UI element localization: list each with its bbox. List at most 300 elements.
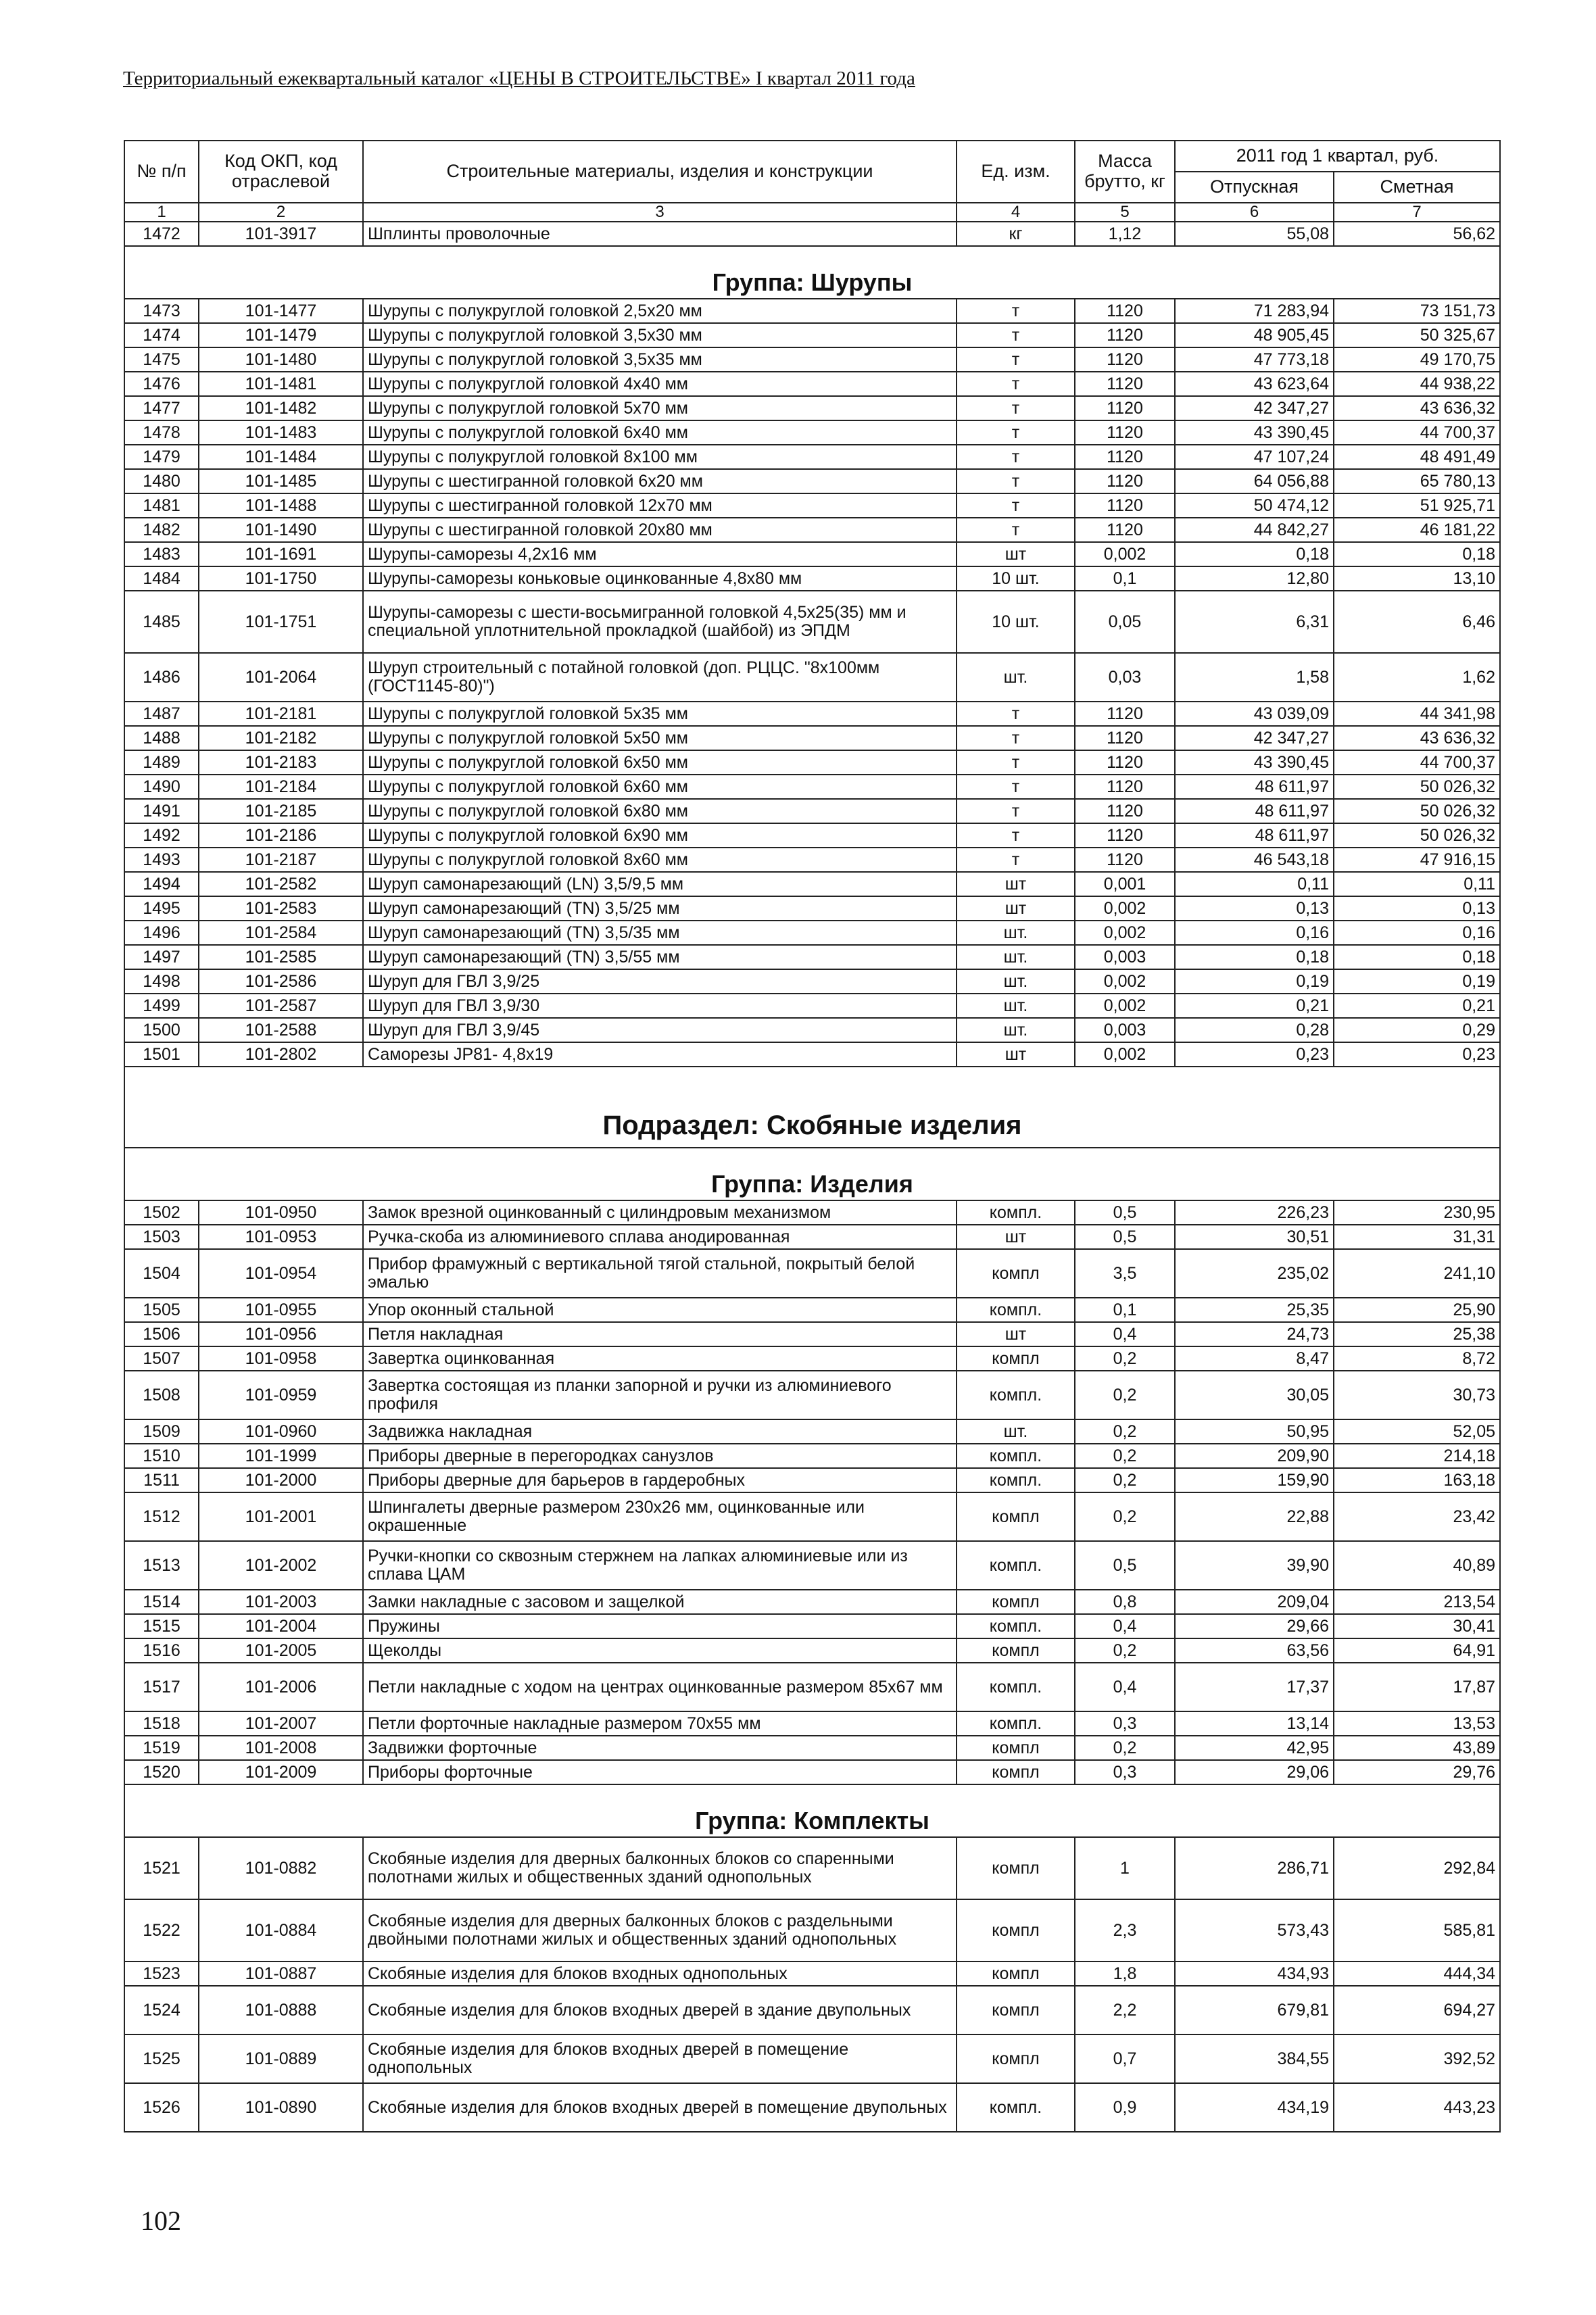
table-row (124, 921, 1500, 945)
gross-mass: 1120 (1075, 493, 1175, 518)
item-name: Замок врезной оцинкованный с цилиндровым механизмом (363, 1200, 957, 1225)
unit-of-measure: компл. (957, 1663, 1075, 1711)
okp-code: 101-2185 (199, 799, 363, 823)
table-row (124, 799, 1500, 823)
estimate-price: 47 916,15 (1334, 848, 1500, 872)
estimate-price: 73 151,73 (1334, 299, 1500, 323)
item-name: Ручки-кнопки со сквозным стержнем на лапках алюминиевые или из сплава ЦАМ (363, 1541, 957, 1590)
gross-mass: 0,3 (1075, 1711, 1175, 1736)
item-number: 1505 (124, 1298, 199, 1322)
column-number: 4 (957, 203, 1075, 222)
release-price: 48 611,97 (1175, 775, 1334, 799)
release-price: 0,13 (1175, 896, 1334, 921)
table-row (124, 1711, 1500, 1736)
unit-of-measure: шт. (957, 1419, 1075, 1444)
release-price: 12,80 (1175, 566, 1334, 591)
item-number: 1482 (124, 518, 199, 542)
release-price: 42 347,27 (1175, 726, 1334, 750)
header-code: Код ОКП, код отраслевой (199, 141, 363, 203)
estimate-price: 13,53 (1334, 1711, 1500, 1736)
release-price: 0,28 (1175, 1018, 1334, 1042)
column-number: 7 (1334, 203, 1500, 222)
item-name: Саморезы JP81- 4,8х19 (363, 1042, 957, 1067)
estimate-price: 44 938,22 (1334, 372, 1500, 396)
table-row (124, 1468, 1500, 1492)
release-price: 24,73 (1175, 1322, 1334, 1346)
item-number: 1492 (124, 823, 199, 848)
estimate-price: 65 780,13 (1334, 469, 1500, 493)
estimate-price: 0,21 (1334, 994, 1500, 1018)
item-number: 1503 (124, 1225, 199, 1249)
estimate-price: 52,05 (1334, 1419, 1500, 1444)
release-price: 0,21 (1175, 994, 1334, 1018)
release-price: 63,56 (1175, 1638, 1334, 1663)
table-row (124, 1225, 1500, 1249)
estimate-price: 444,34 (1334, 1961, 1500, 1986)
estimate-price: 44 700,37 (1334, 750, 1500, 775)
release-price: 286,71 (1175, 1837, 1334, 1899)
gross-mass: 1120 (1075, 420, 1175, 445)
item-number: 1513 (124, 1541, 199, 1590)
gross-mass: 0,5 (1075, 1200, 1175, 1225)
unit-of-measure: т (957, 799, 1075, 823)
gross-mass: 0,002 (1075, 542, 1175, 566)
okp-code: 101-0950 (199, 1200, 363, 1225)
estimate-price: 213,54 (1334, 1590, 1500, 1614)
unit-of-measure: компл. (957, 1371, 1075, 1419)
release-price: 159,90 (1175, 1468, 1334, 1492)
gross-mass: 2,3 (1075, 1899, 1175, 1961)
release-price: 43 039,09 (1175, 702, 1334, 726)
unit-of-measure: компл (957, 2034, 1075, 2083)
unit-of-measure: компл (957, 1346, 1075, 1371)
okp-code: 101-1485 (199, 469, 363, 493)
okp-code: 101-1490 (199, 518, 363, 542)
unit-of-measure: т (957, 518, 1075, 542)
gross-mass: 1120 (1075, 799, 1175, 823)
gross-mass: 0,2 (1075, 1638, 1175, 1663)
release-price: 384,55 (1175, 2034, 1334, 2083)
unit-of-measure: шт (957, 872, 1075, 896)
release-price: 42 347,27 (1175, 396, 1334, 420)
item-name: Шурупы с полукруглой головкой 3,5х30 мм (363, 323, 957, 347)
gross-mass: 1120 (1075, 848, 1175, 872)
item-name: Шурупы с шестигранной головкой 12х70 мм (363, 493, 957, 518)
gross-mass: 1120 (1075, 372, 1175, 396)
unit-of-measure: т (957, 702, 1075, 726)
item-number: 1518 (124, 1711, 199, 1736)
okp-code: 101-1691 (199, 542, 363, 566)
item-name: Шурупы с полукруглой головкой 6х40 мм (363, 420, 957, 445)
table-row (124, 1736, 1500, 1760)
item-number: 1487 (124, 702, 199, 726)
release-price: 42,95 (1175, 1736, 1334, 1760)
table-row (124, 222, 1500, 246)
unit-of-measure: компл (957, 1837, 1075, 1899)
item-name: Шуруп самонарезающий (TN) 3,5/55 мм (363, 945, 957, 969)
okp-code: 101-1481 (199, 372, 363, 396)
estimate-price: 50 026,32 (1334, 799, 1500, 823)
column-number: 6 (1175, 203, 1334, 222)
item-name: Шурупы с полукруглой головкой 6х50 мм (363, 750, 957, 775)
item-number: 1494 (124, 872, 199, 896)
estimate-price: 56,62 (1334, 222, 1500, 246)
unit-of-measure: компл (957, 1638, 1075, 1663)
release-price: 43 390,45 (1175, 420, 1334, 445)
item-name: Петли форточные накладные размером 70х55 мм (363, 1711, 957, 1736)
table-row (124, 566, 1500, 591)
unit-of-measure: шт. (957, 969, 1075, 994)
header-estimate-price: Сметная (1334, 172, 1500, 203)
okp-code: 101-1488 (199, 493, 363, 518)
table-row (124, 1638, 1500, 1663)
release-price: 47 773,18 (1175, 347, 1334, 372)
item-number: 1526 (124, 2083, 199, 2132)
header-release-price: Отпускная (1175, 172, 1334, 203)
column-number: 3 (363, 203, 957, 222)
gross-mass: 1120 (1075, 518, 1175, 542)
table-row (124, 1899, 1500, 1961)
gross-mass: 0,2 (1075, 1492, 1175, 1541)
item-name: Шуруп самонарезающий (LN) 3,5/9,5 мм (363, 872, 957, 896)
estimate-price: 30,73 (1334, 1371, 1500, 1419)
estimate-price: 64,91 (1334, 1638, 1500, 1663)
unit-of-measure: компл. (957, 1444, 1075, 1468)
estimate-price: 8,72 (1334, 1346, 1500, 1371)
gross-mass: 1120 (1075, 750, 1175, 775)
okp-code: 101-2006 (199, 1663, 363, 1711)
item-name: Скобяные изделия для дверных балконных блоков со спаренными полотнами жилых и общественных зданий однопольных (363, 1837, 957, 1899)
okp-code: 101-0889 (199, 2034, 363, 2083)
item-name: Ручка-скоба из алюминиевого сплава анодированная (363, 1225, 957, 1249)
table-header (124, 141, 1500, 222)
item-name: Шурупы с полукруглой головкой 6х80 мм (363, 799, 957, 823)
table-row (124, 1322, 1500, 1346)
gross-mass: 0,003 (1075, 945, 1175, 969)
release-price: 573,43 (1175, 1899, 1334, 1961)
gross-mass: 0,1 (1075, 1298, 1175, 1322)
item-number: 1515 (124, 1614, 199, 1638)
table-row (124, 518, 1500, 542)
item-number: 1491 (124, 799, 199, 823)
unit-of-measure: компл (957, 1961, 1075, 1986)
estimate-price: 13,10 (1334, 566, 1500, 591)
release-price: 0,16 (1175, 921, 1334, 945)
estimate-price: 43,89 (1334, 1736, 1500, 1760)
item-name: Шуруп строительный с потайной головкой (доп. РЦЦС. "8х100мм (ГОСТ1145-80)") (363, 653, 957, 702)
table-row (124, 994, 1500, 1018)
gross-mass: 1120 (1075, 299, 1175, 323)
estimate-price: 0,19 (1334, 969, 1500, 994)
unit-of-measure: компл (957, 1760, 1075, 1784)
table-row (124, 1298, 1500, 1322)
item-number: 1481 (124, 493, 199, 518)
okp-code: 101-2007 (199, 1711, 363, 1736)
release-price: 1,58 (1175, 653, 1334, 702)
item-number: 1502 (124, 1200, 199, 1225)
unit-of-measure: т (957, 445, 1075, 469)
gross-mass: 0,003 (1075, 1018, 1175, 1042)
release-price: 235,02 (1175, 1249, 1334, 1298)
table-row (124, 1249, 1500, 1298)
estimate-price: 50 325,67 (1334, 323, 1500, 347)
item-name: Шпингалеты дверные размером 230х26 мм, оцинкованные или окрашенные (363, 1492, 957, 1541)
unit-of-measure: компл (957, 1492, 1075, 1541)
estimate-price: 214,18 (1334, 1444, 1500, 1468)
gross-mass: 0,05 (1075, 591, 1175, 653)
item-number: 1499 (124, 994, 199, 1018)
item-name: Шуруп для ГВЛ 3,9/45 (363, 1018, 957, 1042)
item-name: Шурупы с шестигранной головкой 20х80 мм (363, 518, 957, 542)
item-name: Шурупы с шестигранной головкой 6х20 мм (363, 469, 957, 493)
gross-mass: 0,4 (1075, 1322, 1175, 1346)
release-price: 8,47 (1175, 1346, 1334, 1371)
item-name: Петля накладная (363, 1322, 957, 1346)
estimate-price: 443,23 (1334, 2083, 1500, 2132)
item-name: Скобяные изделия для блоков входных дверей в здание двупольных (363, 1986, 957, 2034)
estimate-price: 392,52 (1334, 2034, 1500, 2083)
estimate-price: 30,41 (1334, 1614, 1500, 1638)
estimate-price: 230,95 (1334, 1200, 1500, 1225)
gross-mass: 0,4 (1075, 1614, 1175, 1638)
okp-code: 101-2584 (199, 921, 363, 945)
okp-code: 101-2184 (199, 775, 363, 799)
item-name: Шуруп самонарезающий (TN) 3,5/35 мм (363, 921, 957, 945)
item-name: Шурупы с полукруглой головкой 6х90 мм (363, 823, 957, 848)
table-row (124, 726, 1500, 750)
estimate-price: 31,31 (1334, 1225, 1500, 1249)
item-name: Шурупы с полукруглой головкой 4х40 мм (363, 372, 957, 396)
unit-of-measure: компл (957, 1249, 1075, 1298)
gross-mass: 0,2 (1075, 1444, 1175, 1468)
estimate-price: 241,10 (1334, 1249, 1500, 1298)
unit-of-measure: компл. (957, 1468, 1075, 1492)
estimate-price: 0,13 (1334, 896, 1500, 921)
table-row (124, 1590, 1500, 1614)
unit-of-measure: шт. (957, 994, 1075, 1018)
release-price: 25,35 (1175, 1298, 1334, 1322)
okp-code: 101-1482 (199, 396, 363, 420)
okp-code: 101-2585 (199, 945, 363, 969)
okp-code: 101-2182 (199, 726, 363, 750)
column-number: 5 (1075, 203, 1175, 222)
item-number: 1501 (124, 1042, 199, 1067)
item-number: 1479 (124, 445, 199, 469)
release-price: 47 107,24 (1175, 445, 1334, 469)
gross-mass: 1,8 (1075, 1961, 1175, 1986)
estimate-price: 6,46 (1334, 591, 1500, 653)
okp-code: 101-1479 (199, 323, 363, 347)
item-number: 1475 (124, 347, 199, 372)
okp-code: 101-2183 (199, 750, 363, 775)
unit-of-measure: т (957, 750, 1075, 775)
item-name: Скобяные изделия для блоков входных дверей в помещение двупольных (363, 2083, 957, 2132)
okp-code: 101-2586 (199, 969, 363, 994)
gross-mass: 1120 (1075, 726, 1175, 750)
release-price: 22,88 (1175, 1492, 1334, 1541)
gross-mass: 0,7 (1075, 2034, 1175, 2083)
gross-mass: 0,002 (1075, 896, 1175, 921)
estimate-price: 694,27 (1334, 1986, 1500, 2034)
item-name: Шурупы с полукруглой головкой 5х70 мм (363, 396, 957, 420)
okp-code: 101-0890 (199, 2083, 363, 2132)
unit-of-measure: т (957, 726, 1075, 750)
gross-mass: 0,2 (1075, 1346, 1175, 1371)
release-price: 0,19 (1175, 969, 1334, 994)
okp-code: 101-2186 (199, 823, 363, 848)
group-row (124, 1148, 1500, 1200)
table-row (124, 591, 1500, 653)
release-price: 43 623,64 (1175, 372, 1334, 396)
okp-code: 101-0956 (199, 1322, 363, 1346)
estimate-price: 48 491,49 (1334, 445, 1500, 469)
item-name: Пружины (363, 1614, 957, 1638)
gross-mass: 1120 (1075, 775, 1175, 799)
item-number: 1498 (124, 969, 199, 994)
release-price: 17,37 (1175, 1663, 1334, 1711)
okp-code: 101-1999 (199, 1444, 363, 1468)
table-row (124, 1444, 1500, 1468)
item-number: 1512 (124, 1492, 199, 1541)
item-name: Шуруп самонарезающий (TN) 3,5/25 мм (363, 896, 957, 921)
gross-mass: 0,2 (1075, 1736, 1175, 1760)
table-row (124, 1760, 1500, 1784)
item-name: Задвижка накладная (363, 1419, 957, 1444)
table-row (124, 1200, 1500, 1225)
release-price: 48 905,45 (1175, 323, 1334, 347)
estimate-price: 1,62 (1334, 653, 1500, 702)
release-price: 46 543,18 (1175, 848, 1334, 872)
item-number: 1504 (124, 1249, 199, 1298)
okp-code: 101-2587 (199, 994, 363, 1018)
column-number: 1 (124, 203, 199, 222)
table-row (124, 1419, 1500, 1444)
release-price: 48 611,97 (1175, 823, 1334, 848)
okp-code: 101-0884 (199, 1899, 363, 1961)
estimate-price: 25,38 (1334, 1322, 1500, 1346)
item-number: 1510 (124, 1444, 199, 1468)
table-row (124, 1371, 1500, 1419)
unit-of-measure: шт (957, 542, 1075, 566)
estimate-price: 163,18 (1334, 1468, 1500, 1492)
unit-of-measure: 10 шт. (957, 566, 1075, 591)
table-body (124, 222, 1500, 2132)
release-price: 30,05 (1175, 1371, 1334, 1419)
item-name: Скобяные изделия для дверных балконных блоков с раздельными двойными полотнами жилых и общественных зданий однопольных (363, 1899, 957, 1961)
okp-code: 101-0882 (199, 1837, 363, 1899)
item-name: Петли накладные с ходом на центрах оцинкованные размером 85х67 мм (363, 1663, 957, 1711)
item-number: 1493 (124, 848, 199, 872)
unit-of-measure: компл. (957, 1614, 1075, 1638)
release-price: 55,08 (1175, 222, 1334, 246)
estimate-price: 0,11 (1334, 872, 1500, 896)
unit-of-measure: компл (957, 1899, 1075, 1961)
table-row (124, 1018, 1500, 1042)
table-row (124, 493, 1500, 518)
okp-code: 101-2004 (199, 1614, 363, 1638)
okp-code: 101-1751 (199, 591, 363, 653)
table-row (124, 1837, 1500, 1899)
okp-code: 101-2181 (199, 702, 363, 726)
item-name: Шуруп для ГВЛ 3,9/25 (363, 969, 957, 994)
item-number: 1509 (124, 1419, 199, 1444)
table-row (124, 969, 1500, 994)
gross-mass: 1120 (1075, 469, 1175, 493)
unit-of-measure: компл (957, 1986, 1075, 2034)
okp-code: 101-2008 (199, 1736, 363, 1760)
item-number: 1523 (124, 1961, 199, 1986)
release-price: 64 056,88 (1175, 469, 1334, 493)
column-number: 2 (199, 203, 363, 222)
okp-code: 101-1483 (199, 420, 363, 445)
item-name: Шурупы с полукруглой головкой 8х60 мм (363, 848, 957, 872)
item-number: 1517 (124, 1663, 199, 1711)
unit-of-measure: компл. (957, 1200, 1075, 1225)
okp-code: 101-1480 (199, 347, 363, 372)
release-price: 43 390,45 (1175, 750, 1334, 775)
gross-mass: 0,5 (1075, 1541, 1175, 1590)
item-name: Щеколды (363, 1638, 957, 1663)
gross-mass: 0,8 (1075, 1590, 1175, 1614)
gross-mass: 1120 (1075, 823, 1175, 848)
estimate-price: 29,76 (1334, 1760, 1500, 1784)
item-name: Прибор фрамужный с вертикальной тягой стальной, покрытый белой эмалью (363, 1249, 957, 1298)
item-number: 1506 (124, 1322, 199, 1346)
release-price: 48 611,97 (1175, 799, 1334, 823)
unit-of-measure: компл (957, 1736, 1075, 1760)
page-number: 102 (141, 2206, 181, 2236)
header-price-group: 2011 год 1 квартал, руб. (1175, 141, 1500, 172)
item-name: Завертка оцинкованная (363, 1346, 957, 1371)
subsection-row (124, 1067, 1500, 1148)
item-number: 1472 (124, 222, 199, 246)
release-price: 209,90 (1175, 1444, 1334, 1468)
release-price: 679,81 (1175, 1986, 1334, 2034)
okp-code: 101-0955 (199, 1298, 363, 1322)
item-name: Приборы дверные для барьеров в гардеробных (363, 1468, 957, 1492)
release-price: 0,11 (1175, 872, 1334, 896)
table-row (124, 469, 1500, 493)
table-row (124, 823, 1500, 848)
gross-mass: 0,002 (1075, 1042, 1175, 1067)
estimate-price: 0,29 (1334, 1018, 1500, 1042)
release-price: 0,18 (1175, 945, 1334, 969)
okp-code: 101-1484 (199, 445, 363, 469)
okp-code: 101-2588 (199, 1018, 363, 1042)
item-number: 1490 (124, 775, 199, 799)
okp-code: 101-2187 (199, 848, 363, 872)
item-number: 1520 (124, 1760, 199, 1784)
release-price: 50,95 (1175, 1419, 1334, 1444)
estimate-price: 292,84 (1334, 1837, 1500, 1899)
item-name: Шурупы с полукруглой головкой 3,5х35 мм (363, 347, 957, 372)
group-row (124, 1784, 1500, 1837)
item-number: 1489 (124, 750, 199, 775)
okp-code: 101-2001 (199, 1492, 363, 1541)
unit-of-measure: т (957, 396, 1075, 420)
item-name: Шурупы с полукруглой головкой 5х50 мм (363, 726, 957, 750)
item-number: 1519 (124, 1736, 199, 1760)
item-name: Шурупы с полукруглой головкой 2,5х20 мм (363, 299, 957, 323)
okp-code: 101-1477 (199, 299, 363, 323)
item-number: 1521 (124, 1837, 199, 1899)
item-number: 1511 (124, 1468, 199, 1492)
unit-of-measure: шт (957, 1322, 1075, 1346)
estimate-price: 50 026,32 (1334, 775, 1500, 799)
release-price: 71 283,94 (1175, 299, 1334, 323)
item-name: Задвижки форточные (363, 1736, 957, 1760)
table-row (124, 775, 1500, 799)
